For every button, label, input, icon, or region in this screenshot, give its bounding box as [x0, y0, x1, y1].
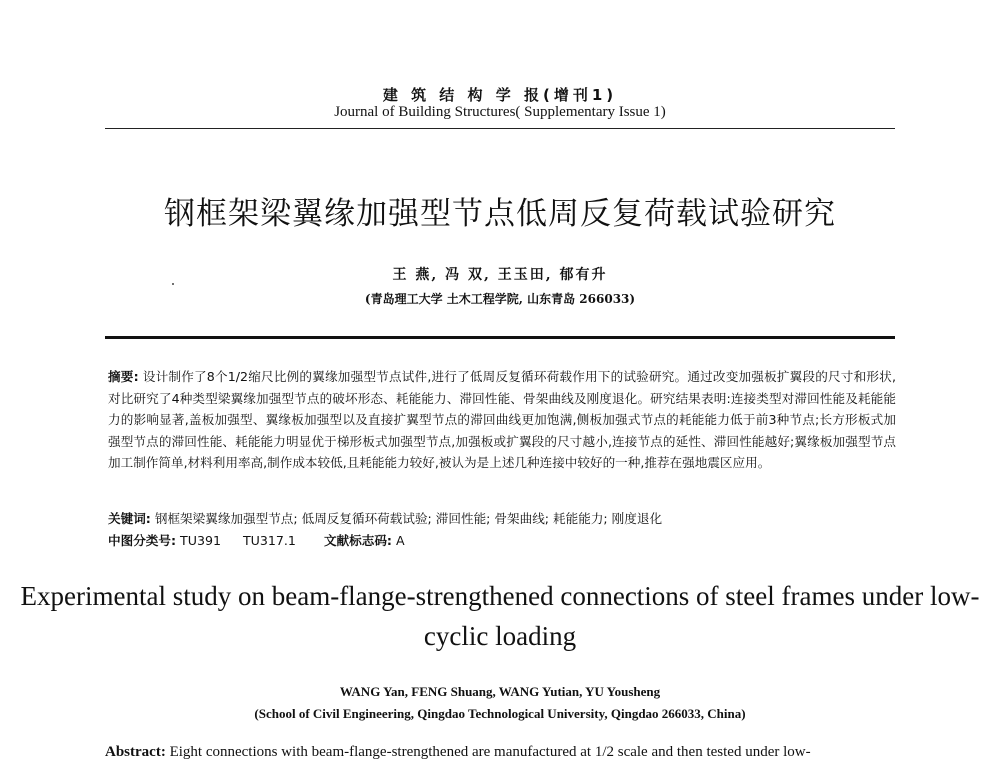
authors-chinese: 王 燕, 冯 双, 王玉田, 郁有升 [392, 267, 608, 283]
keywords-line [108, 508, 662, 527]
paper-title-english: Experimental study on beam-flange-strengthened connections of steel frames under low-cyclic loading [20, 581, 980, 651]
affiliation-english: (School of Civil Engineering, Qingdao Technological University, Qingdao 266033, China) [254, 706, 746, 721]
abstract-english-label: Abstract: [105, 744, 166, 760]
document-code: A [395, 533, 405, 548]
clc-code-2: TU317.1 [242, 533, 296, 548]
keywords-label: 关键词: [108, 511, 151, 526]
abstract-chinese [108, 366, 896, 474]
header-rule [105, 128, 895, 129]
section-rule [105, 336, 895, 339]
clc-label: 中图分类号: [108, 533, 177, 548]
journal-name-english: Journal of Building Structures( Supplementary Issue 1) [334, 104, 666, 120]
abstract-chinese-text: 设计制作了8个1/2缩尺比例的翼缘加强型节点试件,进行了低周反复循环荷载作用下的试验研究。通过改变加强板扩翼段的尺寸和形状,对比研究了4种类型梁翼缘加强型节点的破坏形态、耗能能力、滞回性能、骨架曲线及刚度退化。研究结果表明:连接类型对滞回性能及耗能能力的影响显著,盖板加强型、翼缘板加强型以及直接扩翼型节点的滞回曲线更加饱满,侧板加强式节点的耗能能力低于前3种节点;长方形板式加强型节点的滞回性能、耗能能力明显优于梯形板式加强型节点,加强板或扩翼段的尺寸越小,连接节点的延性、滞回性能越好;翼缘板加强型节点加工制作简单,材料利用率高,制作成本较低,且耗能能力较好,被认为是上述几种连接中较好的一种,推荐在强地震区应用。 [108, 369, 896, 471]
clc-code-1: TU391 [180, 533, 221, 548]
abstract-english-text: Eight connections with beam-flange-strengthened are manufactured at 1/2 scale and then tested under low- [169, 744, 811, 760]
authors-english: WANG Yan, FENG Shuang, WANG Yutian, YU Yousheng [339, 684, 661, 699]
document-code-label: 文献标志码: [323, 533, 392, 548]
affiliation-chinese: (青岛理工大学 土木工程学院, 山东青岛 266033) [364, 292, 636, 306]
classification-line [108, 530, 405, 549]
keywords-text: 钢框架梁翼缘加强型节点; 低周反复循环荷载试验; 滞回性能; 骨架曲线; 耗能能力; 刚度退化 [154, 511, 663, 526]
paper-title-chinese: 钢框架梁翼缘加强型节点低周反复荷载试验研究 [164, 196, 836, 232]
abstract-english [105, 744, 905, 760]
abstract-chinese-label: 摘要: [108, 369, 139, 384]
journal-name-chinese: 建 筑 结 构 学 报(增刊1) [382, 86, 618, 104]
